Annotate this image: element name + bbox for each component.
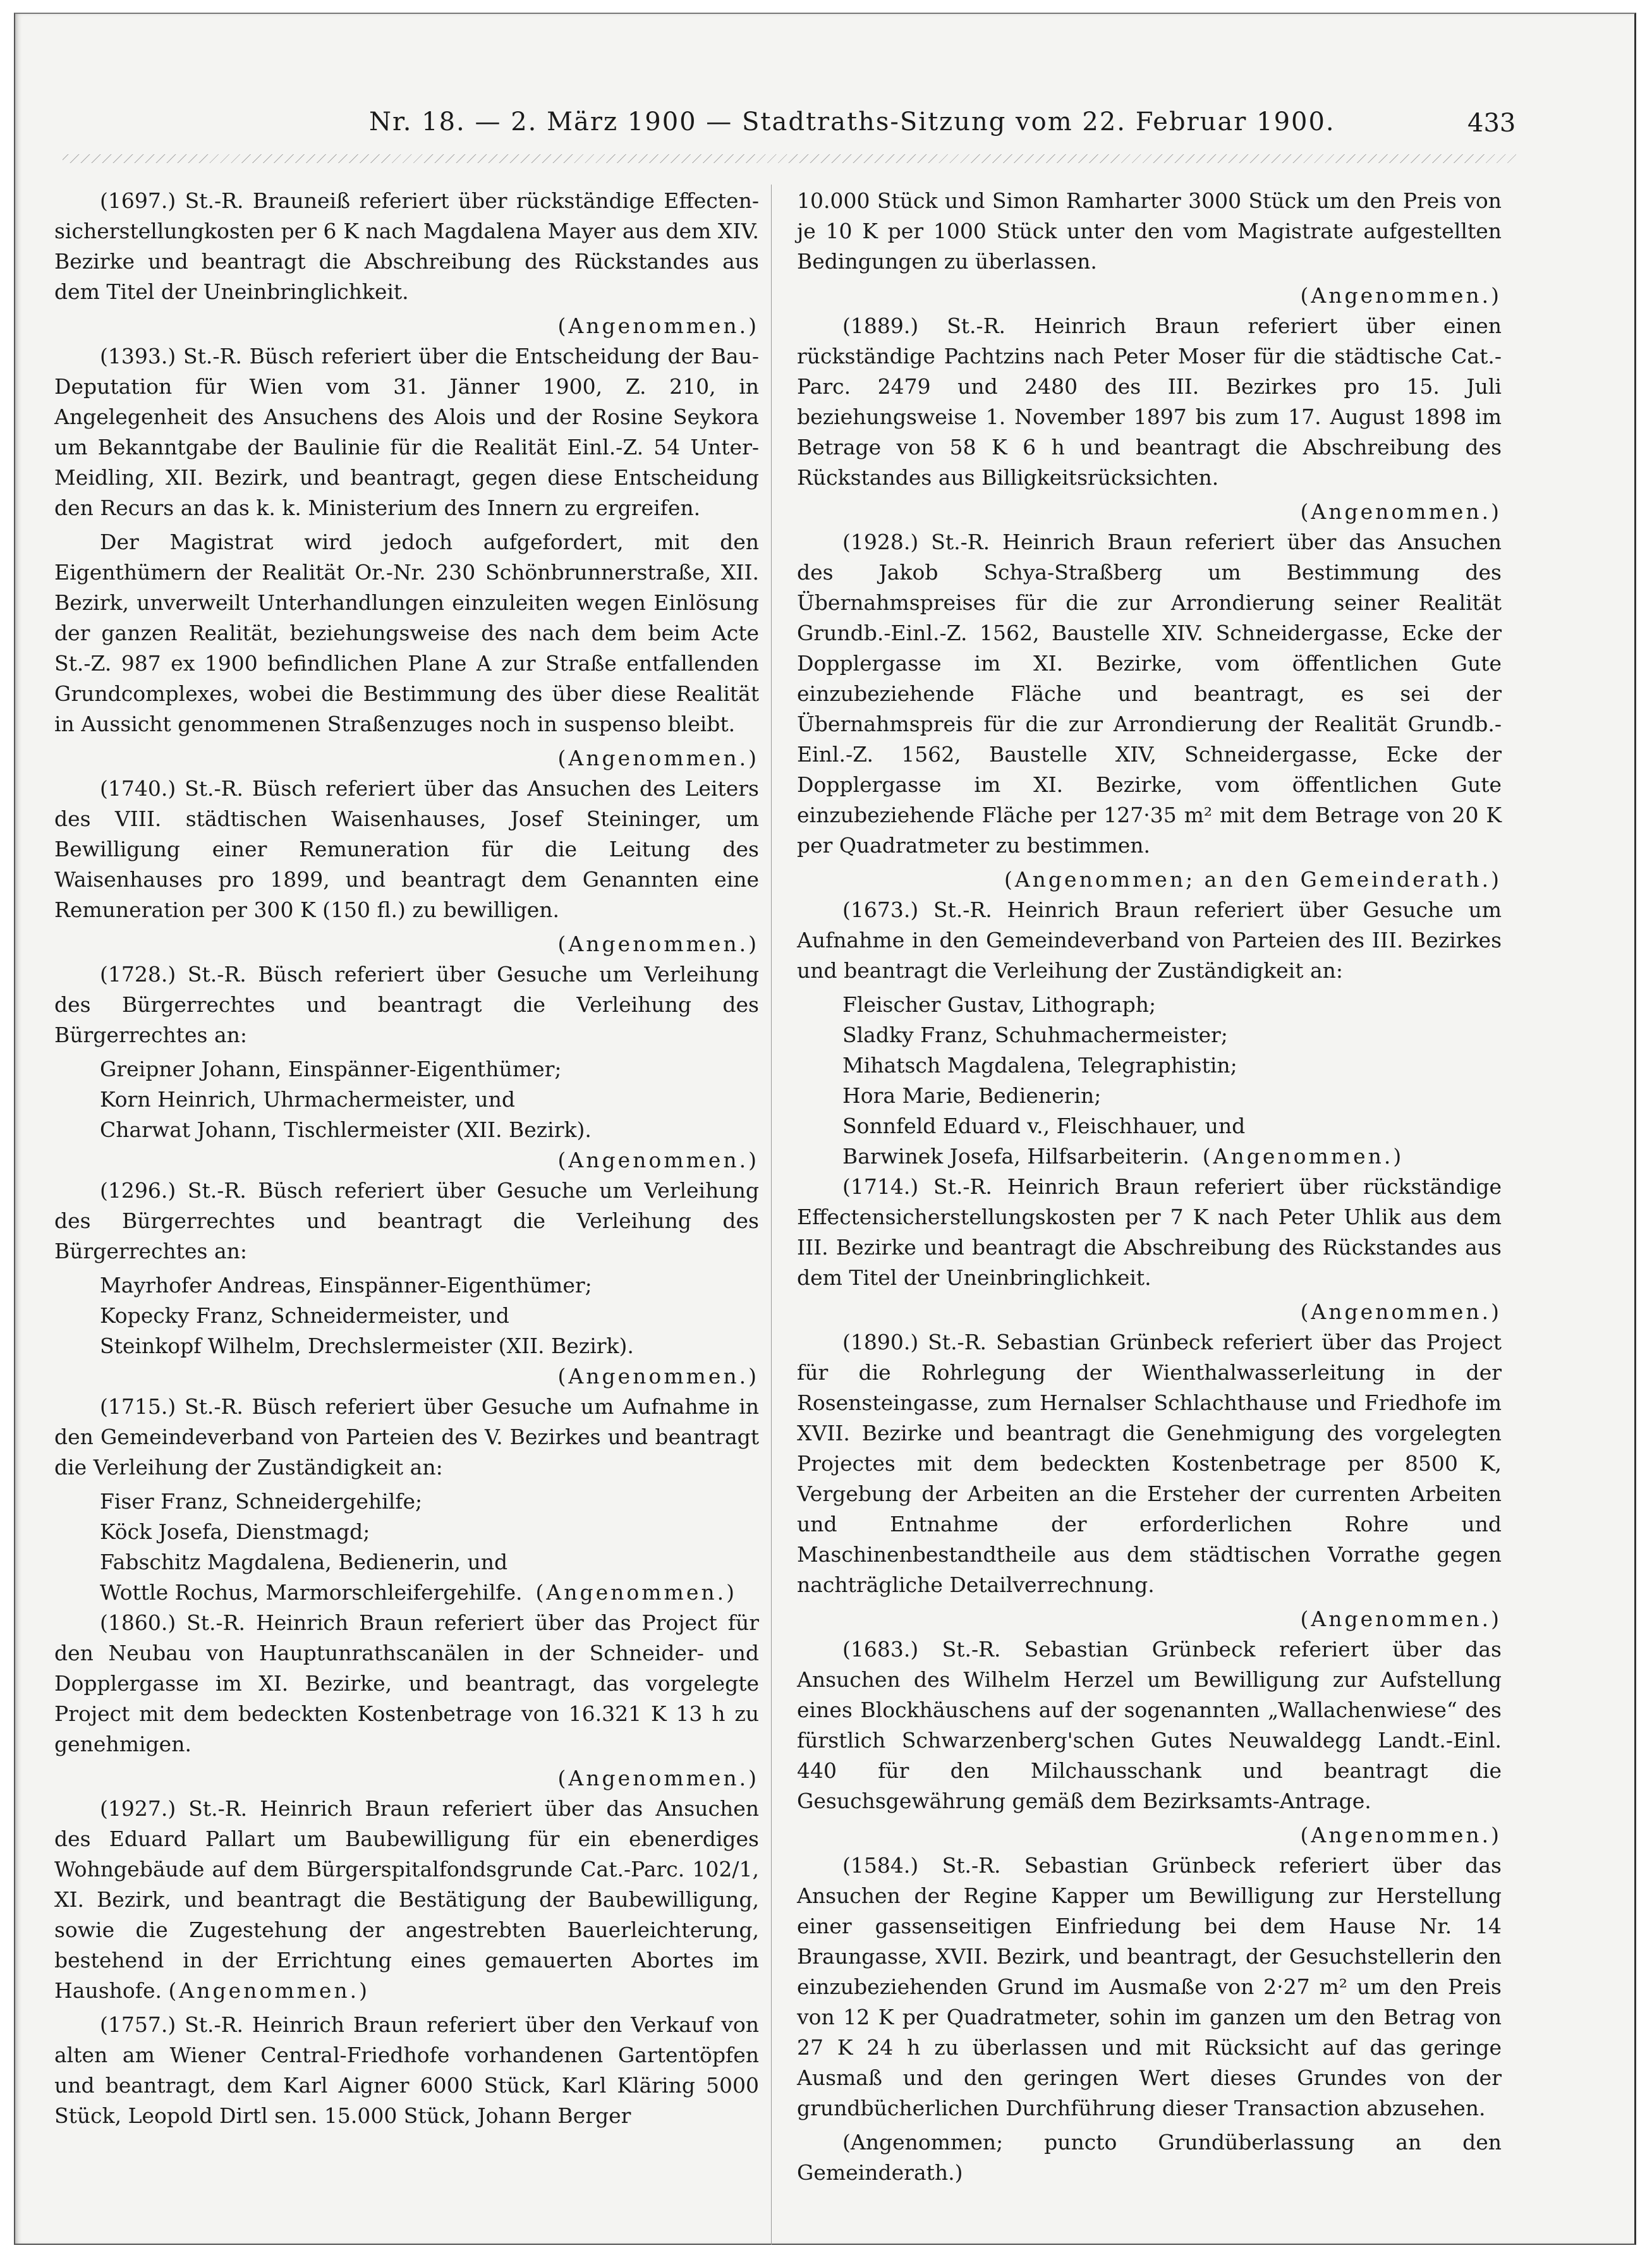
list-item: Mayrhofer Andreas, Einspänner-Eigenthümer; — [100, 1273, 592, 1298]
entry-1673: (1673.) St.-R. Heinrich Braun referiert über Gesuche um Aufnahme in den Gemeindeverband von Parteien des III. Bezirkes und beantragt die Verleihung der Zuständigkeit an: — [797, 897, 1502, 983]
right-column — [797, 186, 1502, 2192]
list-item: Steinkopf Wilhelm, Drechslermeister (XII. Bezirk). — [100, 1334, 634, 1358]
result-1757: (Angenommen.) — [1300, 283, 1502, 308]
header-rule — [63, 154, 1516, 163]
column-divider — [771, 185, 772, 2245]
list-item: Köck Josefa, Dienstmagd; — [100, 1519, 370, 1544]
list-item: Greipner Johann, Einspänner-Eigenthümer; — [100, 1057, 562, 1081]
result-1728: (Angenommen.) — [557, 1148, 759, 1172]
entry-1928: (1928.) St.-R. Heinrich Braun referiert über das Ansuchen des Jakob Schya-Straßberg um Bestimmung des Übernahmspreises für die zur Arrondierung seiner Realität Grundb.-Einl.-Z. 1562, Baustelle XIV. Schneidergasse, Ecke der Dopplergasse im XI. Bezirke, vom öffentlichen Gute einzubeziehende Fläche und beantragt, es sei der Übernahmspreis für die zur Arrondierung der Realität Grundb.-Einl.-Z. 1562, Baustelle XIV, Schneidergasse, Ecke der Dopplergasse im XI. Bezirke, vom öffentlichen Gute einzubeziehende Fläche per 127·35 m² mit dem Betrage von 20 K per Quadratmeter zu bestimmen. — [797, 530, 1502, 858]
list-item-text: Wottle Rochus, Marmorschleifergehilfe. — [100, 1580, 523, 1605]
list-item: Fiser Franz, Schneidergehilfe; — [100, 1489, 423, 1514]
result-1715: (Angenommen.) — [535, 1580, 737, 1605]
entry-1393: (1393.) St.-R. Büsch referiert über die Entscheidung der Bau-Deputation für Wien vom 31. Jänner 1900, Z. 210, in Angelegenheit des Ansuchens des Alois und der Rosine Seykora um Bekanntgabe der Baulinie für die Realität Einl.-Z. 54 Unter-Meidling, XII. Bezirk, und beantragt, gegen diese Entscheidung den Recurs an das k. k. Ministerium des Innern zu ergreifen. — [54, 344, 759, 520]
list-item: Kopecky Franz, Schneidermeister, und — [100, 1303, 509, 1328]
list-item: Sonnfeld Eduard v., Fleischhauer, und — [842, 1114, 1246, 1138]
list-item: Hora Marie, Bedienerin; — [842, 1083, 1102, 1108]
page-sheet — [14, 13, 1636, 2245]
result-1714: (Angenommen.) — [1300, 1299, 1502, 1324]
list-item: Fabschitz Magdalena, Bedienerin, und — [100, 1550, 508, 1574]
entry-1715: (1715.) St.-R. Büsch referiert über Gesuche um Aufnahme in den Gemeindeverband von Parteien des V. Bezirkes und beantragt die Verleihung der Zuständigkeit an: — [54, 1394, 759, 1480]
entry-1683: (1683.) St.-R. Sebastian Grünbeck referiert über das Ansuchen des Wilhelm Herzel um Bewilligung zur Aufstellung eines Blockhäuschens auf der sogenannten „Wallachenwiese“ des fürstlich Schwarzenberg'schen Gutes Neuwaldegg Landt.-Einl. 440 für den Milchausschank und beantragt die Gesuchsgewährung gemäß dem Bezirksamts-Antrage. — [797, 1637, 1502, 1813]
entry-1860: (1860.) St.-R. Heinrich Braun referiert über das Project für den Neubau von Hauptunrathscanälen in der Schneider- und Dopplergasse im XI. Bezirke, und beantragt, das vorgelegte Project mit dem bedeckten Kostenbetrage von 16.321 K 13 h zu genehmigen. — [54, 1610, 759, 1756]
result-1584: (Angenommen; puncto Grundüberlassung an den Gemeinderath.) — [797, 2130, 1502, 2185]
entry-1757: (1757.) St.-R. Heinrich Braun referiert über den Verkauf von alten am Wiener Central-Friedhofe vorhandenen Gartentöpfen und beantragt, dem Karl Aigner 6000 Stück, Karl Kläring 5000 Stück, Leopold Dirtl sen. 15.000 Stück, Johann Berger — [54, 2012, 759, 2128]
list-item — [54, 1577, 759, 1608]
result-1889: (Angenommen.) — [1300, 499, 1502, 524]
result-1393: (Angenommen.) — [557, 746, 759, 770]
result-1860: (Angenommen.) — [557, 1766, 759, 1790]
list-item: Korn Heinrich, Uhrmachermeister, und — [100, 1087, 516, 1112]
result-1928: (Angenommen; an den Gemeinderath.) — [1004, 867, 1502, 892]
list-item: Sladky Franz, Schuhmachermeister; — [842, 1023, 1228, 1047]
entry-1927 — [54, 1794, 759, 2006]
left-column — [54, 186, 759, 2135]
result-1890: (Angenommen.) — [1300, 1607, 1502, 1631]
list-item: Mihatsch Magdalena, Telegraphistin; — [842, 1053, 1237, 1078]
running-header: Nr. 18. — 2. März 1900 — Stadtraths-Sitzung vom 22. Februar 1900. — [369, 107, 1335, 137]
list-item: Fleischer Gustav, Lithograph; — [842, 992, 1157, 1017]
list-item — [797, 1141, 1502, 1172]
entry-1697: (1697.) St.-R. Brauneiß referiert über rückständige Effecten-sicherstellungkosten per 6 K nach Magdalena Mayer aus dem XIV. Bezirke und beantragt die Abschreibung des Rückstandes aus dem Titel der Uneinbringlichkeit. — [54, 188, 759, 304]
result-1697: (Angenommen.) — [557, 313, 759, 338]
entry-1740: (1740.) St.-R. Büsch referiert über das Ansuchen des Leiters des VIII. städtischen Waisenhauses, Josef Steininger, um Bewilligung einer Remuneration für die Leitung des Waisenhauses pro 1899, und beantragt dem Genannten eine Remuneration per 300 K (150 fl.) zu bewilligen. — [54, 776, 759, 922]
entry-1714: (1714.) St.-R. Heinrich Braun referiert über rückständige Effectensicherstellungskosten per 7 K nach Peter Uhlik aus dem III. Bezirke und beantragt die Abschreibung des Rückstandes aus dem Titel der Uneinbringlichkeit. — [797, 1174, 1502, 1290]
result-1740: (Angenommen.) — [557, 932, 759, 956]
result-1927: (Angenommen.) — [168, 1978, 370, 2003]
entry-1584: (1584.) St.-R. Sebastian Grünbeck referiert über das Ansuchen der Regine Kapper um Bewilligung zur Herstellung einer gassenseitigen Einfriedung bei dem Hause Nr. 14 Braungasse, XVII. Bezirk, und beantragt, der Gesuchstellerin den einzubeziehenden Grund im Ausmaße von 2·27 m² um den Preis von 12 K per Quadratmeter, sohin im ganzen um den Betrag von 27 K 24 h zu überlassen und mit Rücksicht auf das geringe Ausmaß und den geringen Wert dieses Grundes von der grundbücherlichen Durchführung dieser Transaction abzusehen. — [797, 1853, 1502, 2120]
entry-1889: (1889.) St.-R. Heinrich Braun referiert über einen rückständige Pachtzins nach Peter Moser für die städtische Cat.-Parc. 2479 und 2480 des III. Bezirkes pro 15. Juli beziehungsweise 1. November 1897 bis zum 17. August 1898 im Betrage von 58 K 6 h und beantragt die Abschreibung des Rückstandes aus Billigkeitsrücksichten. — [797, 313, 1502, 490]
entry-1728: (1728.) St.-R. Büsch referiert über Gesuche um Verleihung des Bürgerrechtes und beantragt die Verleihung des Bürgerrechtes an: — [54, 962, 759, 1047]
entry-1757-continued: 10.000 Stück und Simon Ramharter 3000 Stück um den Preis von je 10 K per 1000 Stück unter den vom Magistrate aufgestellten Bedingungen zu überlassen. — [797, 188, 1502, 274]
entry-1890: (1890.) St.-R. Sebastian Grünbeck referiert über das Project für die Rohrlegung der Wienthalwasserleitung in der Rosensteingasse, zum Hernalser Schlachthause und Friedhofe im XVII. Bezirke und beantragt die Genehmigung des vorgelegten Projectes mit dem bedeckten Kostenbetrage per 8500 K, Vergebung der Arbeiten an die Ersteher der currenten Arbeiten und Entnahme der erforderlichen Rohre und Maschinenbestandtheile aus dem städtischen Vorrathe gegen nachträgliche Detailverrechnung. — [797, 1330, 1502, 1597]
result-1296: (Angenommen.) — [557, 1364, 759, 1389]
entry-1927-text: (1927.) St.-R. Heinrich Braun referiert über das Ansuchen des Eduard Pallart um Baubewilligung für ein ebenerdiges Wohngebäude auf dem Bürgerspitalfondsgrunde Cat.-Parc. 102/1, XI. Bezirk, und beantragt die Bestätigung der Baubewilligung, sowie die Zugestehung der angestrebten Bauerleichterung, bestehend in der Errichtung eines gemauerten Abortes im Haushofe. — [54, 1796, 759, 2003]
list-item-text: Barwinek Josefa, Hilfsarbeiterin. — [842, 1144, 1189, 1169]
result-1683: (Angenommen.) — [1300, 1823, 1502, 1847]
entry-1393-continued: Der Magistrat wird jedoch aufgefordert, mit den Eigenthümern der Realität Or.-Nr. 230 Schönbrunnerstraße, XII. Bezirk, unverweilt Unterhandlungen einzuleiten wegen Einlösung der ganzen Realität, beziehungsweise des nach dem beim Acte St.-Z. 987 ex 1900 befindlichen Plane A zur Straße entfallenden Grundcomplexes, wobei die Bestimmung des über diese Realität in Aussicht genommenen Straßenzuges noch in suspenso bleibt. — [54, 530, 759, 736]
result-1673: (Angenommen.) — [1202, 1144, 1404, 1169]
page-number: 433 — [1467, 109, 1516, 138]
list-item: Charwat Johann, Tischlermeister (XII. Bezirk). — [100, 1117, 592, 1142]
entry-1296: (1296.) St.-R. Büsch referiert über Gesuche um Verleihung des Bürgerrechtes und beantragt die Verleihung des Bürgerrechtes an: — [54, 1178, 759, 1263]
